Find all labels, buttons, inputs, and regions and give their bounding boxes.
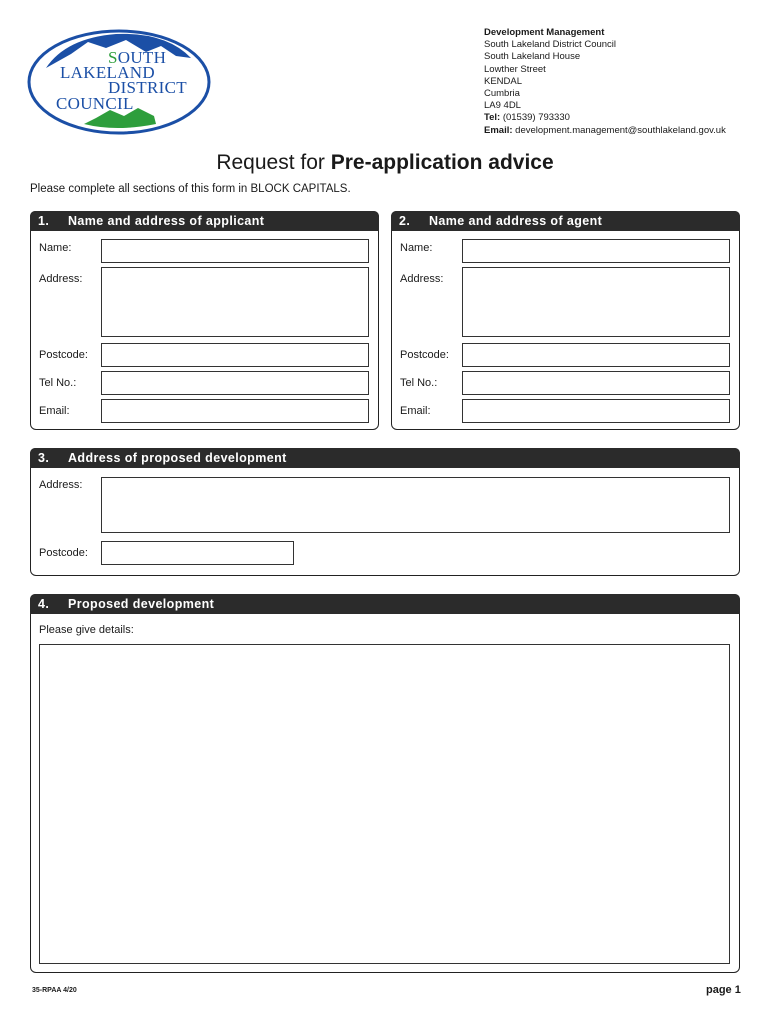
agent-postcode-label: Postcode: <box>400 349 449 361</box>
logo-line-2: LAKELAND <box>60 63 155 82</box>
section-agent-header: 2. Name and address of agent <box>391 211 740 231</box>
agent-email-label: Email: <box>400 405 431 417</box>
applicant-name-label: Name: <box>39 242 72 254</box>
logo-line-4: COUNCIL <box>56 94 134 113</box>
agent-name-field[interactable] <box>462 239 730 263</box>
contact-line-1: South Lakeland District Council <box>484 39 617 51</box>
logo-line-3: DISTRICT <box>108 78 187 97</box>
form-instructions: Please complete all sections of this form in BLOCK CAPITALS. <box>30 183 351 195</box>
development-address-label: Address: <box>39 479 83 491</box>
development-address-field[interactable] <box>101 477 730 533</box>
agent-address-field[interactable] <box>462 267 730 337</box>
applicant-address-field[interactable] <box>101 267 369 337</box>
section-applicant <box>30 211 379 430</box>
contact-line-2: South Lakeland House <box>484 51 581 63</box>
logo-line-1: SOUTH <box>108 48 167 67</box>
contact-line-3: Lowther Street <box>484 63 546 75</box>
applicant-email-label: Email: <box>39 405 70 417</box>
applicant-tel-label: Tel No.: <box>39 377 77 389</box>
agent-name-label: Name: <box>400 242 433 254</box>
applicant-postcode-label: Postcode: <box>39 349 88 361</box>
applicant-tel-field[interactable] <box>101 371 369 395</box>
applicant-postcode-field[interactable] <box>101 343 369 367</box>
section-development-address <box>30 448 740 576</box>
section-agent <box>391 211 740 430</box>
development-postcode-label: Postcode: <box>39 547 88 559</box>
form-code: 35-RPAA 4/20 <box>32 987 77 994</box>
section-proposed-development <box>30 594 740 973</box>
details-field[interactable] <box>39 644 730 964</box>
department-name: Development Management <box>484 27 605 38</box>
agent-tel-label: Tel No.: <box>400 377 438 389</box>
agent-email-field[interactable] <box>462 399 730 423</box>
section-applicant-header: 1. Name and address of applicant <box>30 211 379 231</box>
applicant-address-label: Address: <box>39 273 83 285</box>
section-proposed-development-header: 4. Proposed development <box>30 594 740 614</box>
contact-line-5: Cumbria <box>484 88 520 100</box>
agent-tel-field[interactable] <box>462 371 730 395</box>
contact-line-6: LA9 4DL <box>484 100 521 112</box>
section-development-address-header: 3. Address of proposed development <box>30 448 740 468</box>
contact-tel: Tel: (01539) 793330 <box>484 112 570 124</box>
page-number: page 1 <box>706 984 741 996</box>
details-label: Please give details: <box>39 624 134 636</box>
applicant-name-field[interactable] <box>101 239 369 263</box>
page-title: Request for Pre-application advice <box>216 151 554 174</box>
agent-postcode-field[interactable] <box>462 343 730 367</box>
council-logo <box>26 28 212 136</box>
development-postcode-field[interactable] <box>101 541 294 565</box>
contact-email: Email: development.management@southlakeland.gov.uk <box>484 124 726 136</box>
contact-line-4: KENDAL <box>484 75 523 87</box>
contact-block <box>484 27 726 137</box>
agent-address-label: Address: <box>400 273 444 285</box>
applicant-email-field[interactable] <box>101 399 369 423</box>
